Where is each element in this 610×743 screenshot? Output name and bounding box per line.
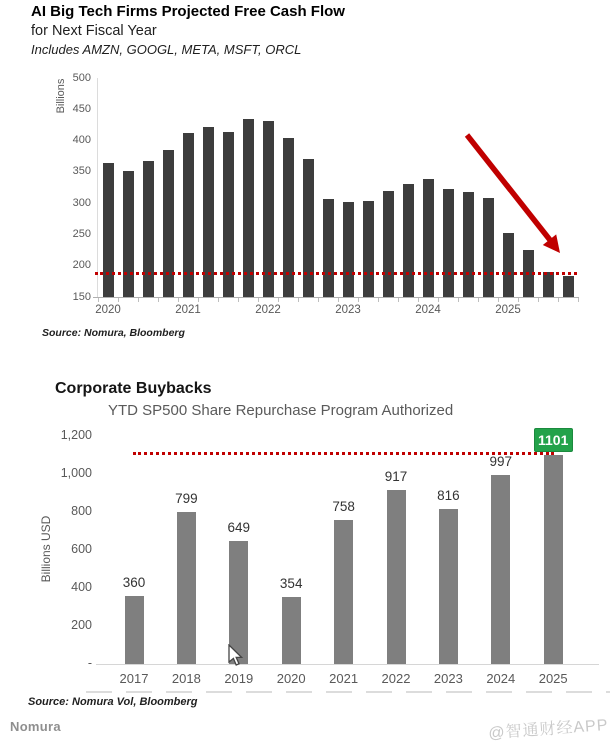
- buyback-bar: [282, 597, 301, 664]
- divider: [86, 691, 610, 693]
- bar-value-label: 799: [175, 491, 198, 507]
- chart2-threshold-line: [133, 452, 554, 455]
- y-axis-label: 400: [72, 134, 91, 147]
- x-axis-label: 2019: [224, 671, 254, 686]
- y-axis-label: 1,000: [60, 465, 92, 480]
- bar-value-label: 649: [227, 519, 251, 535]
- y-axis-label: -: [87, 655, 92, 670]
- buyback-bar: [491, 475, 510, 664]
- x-axis-label: 2024: [415, 304, 441, 316]
- chart2-y-axis-title: Billions USD: [39, 515, 53, 583]
- y-axis-label: 150: [72, 290, 91, 303]
- x-axis-label: 2021: [175, 304, 201, 316]
- x-axis-label: 2023: [335, 304, 361, 316]
- x-axis-label: 2022: [255, 304, 281, 316]
- y-axis-label: 250: [72, 227, 91, 240]
- buyback-bar: [125, 596, 144, 664]
- bar-value-label: 816: [437, 488, 460, 503]
- x-axis-label: 2018: [171, 671, 201, 686]
- brand-logo: Nomura: [10, 719, 61, 734]
- bar-value-label: 758: [332, 499, 355, 514]
- y-axis-label: 400: [71, 579, 92, 594]
- x-axis-label: 2020: [95, 304, 121, 316]
- chart2-x-axis-line: [96, 664, 599, 665]
- x-axis-label: 2020: [276, 671, 306, 686]
- bar-value-label: 917: [384, 468, 408, 484]
- chart1-source: Source: Nomura, Bloomberg: [42, 327, 185, 339]
- chart2-title: Corporate Buybacks: [55, 380, 212, 397]
- bar-value-label: 997: [489, 453, 513, 469]
- x-axis-label: 2023: [433, 671, 463, 686]
- y-axis-label: 200: [71, 617, 92, 632]
- mouse-cursor: [227, 644, 245, 668]
- chart2-subtitle: YTD SP500 Share Repurchase Program Authorized: [108, 402, 454, 419]
- buyback-bar: [334, 520, 353, 664]
- buyback-bar: [439, 509, 458, 664]
- chart1-subtitle: for Next Fiscal Year: [31, 23, 157, 39]
- buyback-bar: [544, 455, 563, 664]
- bar-value-label: 354: [279, 575, 303, 591]
- chart2-source: Source: Nomura Vol, Bloomberg: [28, 696, 198, 708]
- bar-value-label: 360: [122, 574, 146, 590]
- chart1-note: Includes AMZN, GOOGL, META, MSFT, ORCL: [31, 42, 302, 57]
- chart1-y-axis-title: Billions: [55, 78, 67, 114]
- y-axis-label: 200: [72, 259, 91, 272]
- y-axis-label: 600: [71, 541, 92, 556]
- x-axis-label: 2021: [329, 671, 359, 686]
- chart1-title: AI Big Tech Firms Projected Free Cash Flow: [31, 3, 345, 20]
- x-axis-label: 2025: [495, 304, 521, 316]
- x-axis-label: 2025: [538, 671, 568, 686]
- watermark: @智通财经APP: [487, 717, 609, 743]
- buyback-bar: [387, 490, 406, 664]
- y-axis-label: 500: [72, 71, 91, 84]
- buyback-bar: [177, 512, 196, 664]
- y-axis-label: 800: [71, 503, 92, 518]
- x-axis-label: 2024: [486, 671, 516, 686]
- y-axis-label: 1,200: [60, 427, 92, 442]
- y-axis-label: 450: [72, 102, 91, 115]
- x-axis-label: 2022: [381, 671, 411, 686]
- highlighted-value-badge: 1101: [534, 428, 573, 452]
- x-axis-label: 2017: [119, 671, 149, 686]
- y-axis-label: 350: [72, 165, 91, 178]
- y-axis-label: 300: [72, 196, 91, 209]
